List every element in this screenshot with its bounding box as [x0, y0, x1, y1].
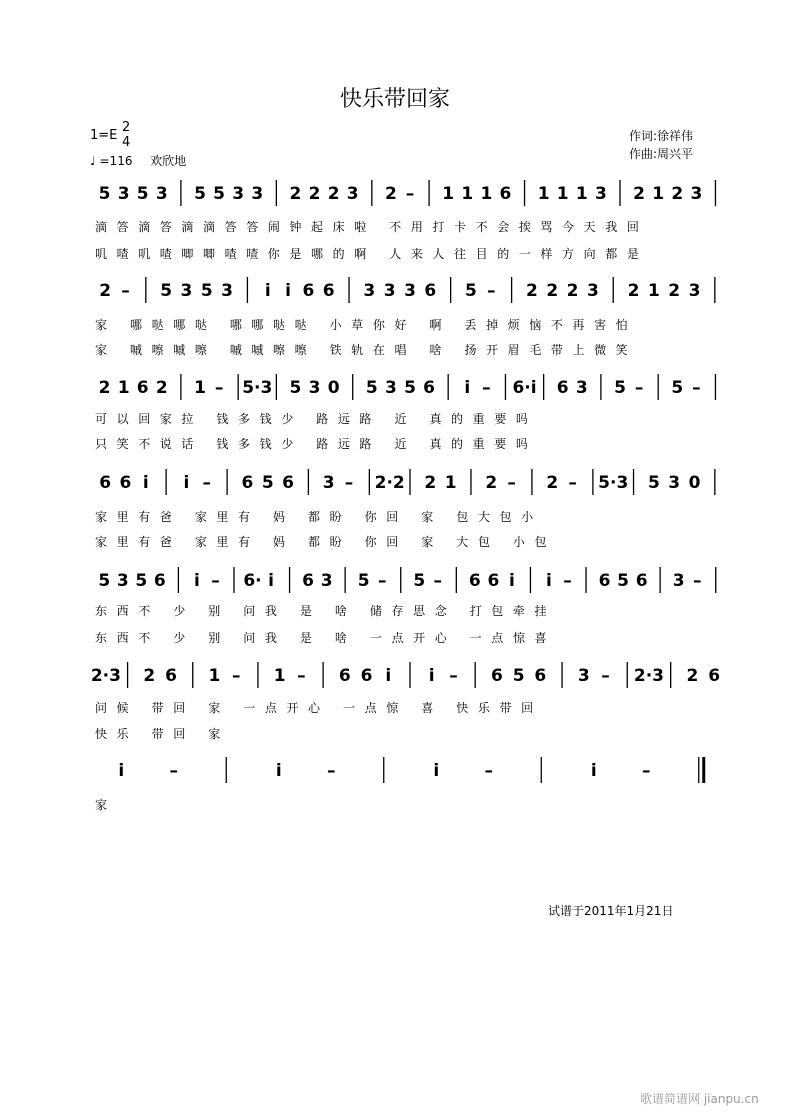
note: 3 — [586, 281, 599, 301]
note: 5 — [98, 571, 111, 591]
note: 5 — [614, 378, 626, 398]
lyric-line-5-verse-2: 东西不 少 别 问我 是 啥 一点开心 一点惊喜 — [95, 631, 557, 645]
note: 5 — [465, 281, 477, 301]
note: 3 — [320, 571, 333, 591]
note: 2·3 — [90, 666, 121, 686]
note: – — [405, 184, 415, 204]
lyric-line-1-verse-2: 叽喳叽喳唧唧喳喳你是哪的啊 人来人往目的一样方向都是 — [95, 247, 649, 261]
note: 3 — [383, 281, 396, 301]
note: 3 — [688, 281, 701, 301]
note: 2 — [289, 184, 302, 204]
note: i — [264, 281, 271, 301]
note: – — [377, 571, 387, 591]
note: 2 — [566, 281, 579, 301]
note: 1 — [117, 378, 130, 398]
note: 5 — [160, 281, 173, 301]
note: 3 — [155, 184, 168, 204]
lyric-line-5-verse-1: 东西不 少 别 问我 是 啥 储存思念 打包牵挂 — [95, 604, 557, 618]
note: – — [449, 666, 458, 686]
note: 3 — [594, 184, 607, 204]
note: 6· — [243, 571, 262, 591]
note: i — [546, 571, 552, 591]
note: 0 — [327, 378, 340, 398]
lyric-line-1-verse-1: 滴答滴答滴滴答答闹钟起床啦 不用打卡不会挨骂今天我回 — [95, 220, 649, 234]
note: i — [464, 378, 471, 398]
note: 6 — [708, 666, 721, 686]
note: 2 — [98, 378, 111, 398]
staff-row-3 — [95, 372, 735, 402]
note: 1 — [556, 184, 569, 204]
notation-row-2 — [95, 275, 735, 305]
note: 6 — [241, 473, 254, 493]
note: 6 — [153, 571, 166, 591]
note: 2·2 — [374, 473, 405, 493]
note: 3 — [577, 666, 590, 686]
note: 1 — [442, 184, 455, 204]
note: 3 — [404, 281, 416, 301]
lyric-line-2-verse-1: 家 哪哒哪哒 哪哪哒哒 小草你好 啊 丢掉烦恼不再害怕 — [95, 318, 638, 332]
note: 6 — [165, 666, 177, 686]
note: 5 — [135, 571, 148, 591]
note: 6 — [635, 571, 648, 591]
note: 6 — [119, 473, 132, 493]
note: 1 — [647, 281, 660, 301]
note: 0 — [688, 473, 701, 493]
note: 6 — [534, 666, 547, 686]
note: 6 — [99, 473, 112, 493]
note: 1 — [537, 184, 550, 204]
note: 5 — [213, 184, 226, 204]
note: 6 — [499, 184, 512, 204]
note: – — [487, 281, 496, 301]
lyric-line-4-verse-2: 家里有爸 家里有 妈 都盼 你回 家 大包 小包 — [95, 535, 557, 549]
note: 6 — [338, 666, 351, 686]
note: 5 — [194, 184, 206, 204]
note: 1 — [273, 666, 286, 686]
time-signature-top: 2 — [122, 120, 131, 135]
note: 5 — [200, 281, 213, 301]
note: 3 — [363, 281, 376, 301]
note: 1 — [444, 473, 457, 493]
note: 5 — [136, 184, 149, 204]
note: – — [121, 281, 130, 301]
note: 2 — [546, 473, 559, 493]
note: 2 — [627, 281, 640, 301]
lyric-line-6-verse-2: 快乐 带回 家 — [95, 727, 230, 741]
notation-row-4 — [95, 467, 735, 497]
note: – — [202, 473, 212, 493]
note: i — [433, 761, 440, 781]
note: 5 — [413, 571, 426, 591]
note: 2 — [485, 473, 498, 493]
staff-row-7 — [95, 755, 735, 785]
note: 6 — [423, 378, 436, 398]
note: 3 — [180, 281, 193, 301]
note: 3 — [116, 571, 129, 591]
note: – — [563, 571, 572, 591]
lyric-line-3-verse-2: 只笑不说话 钱多钱少 路远路 近 真的重要吗 — [95, 437, 538, 451]
note: 6 — [556, 378, 569, 398]
note: 5 — [365, 378, 378, 398]
notation-row-1 — [95, 178, 735, 208]
staff-row-2 — [95, 275, 735, 305]
lyric-line-4-verse-1: 家里有爸 家里有 妈 都盼 你回 家 包大包小 — [95, 510, 543, 524]
quarter-note-icon: ♩ — [90, 154, 96, 168]
time-signature — [122, 120, 130, 150]
note: 3 — [668, 473, 681, 493]
note: 5 — [357, 571, 370, 591]
note: 5 — [289, 378, 302, 398]
note: 6 — [598, 571, 611, 591]
note: – — [482, 378, 491, 398]
lyric-line-2-verse-2: 家 嘁嚓嘁嚓 嘁嘁嚓嚓 铁轨在唱 啥 扬开眉毛带上微笑 — [95, 343, 638, 357]
note: – — [568, 473, 577, 493]
note: – — [231, 666, 241, 686]
note: i — [193, 571, 200, 591]
note: – — [211, 571, 220, 591]
watermark: 歌谱简谱网 jianpu.cn — [640, 1092, 759, 1106]
note: 6 — [487, 571, 500, 591]
note: 5 — [261, 473, 274, 493]
note: 2 — [686, 666, 699, 686]
time-signature-bottom: 4 — [122, 135, 131, 150]
note: 6 — [468, 571, 481, 591]
note: i — [118, 761, 125, 781]
note: 6 — [136, 378, 149, 398]
note: – — [507, 473, 516, 493]
note: 6 — [282, 473, 294, 493]
lyricist-credit: 作词:徐祥伟 — [629, 129, 694, 143]
note: 2 — [155, 378, 168, 398]
note: i — [275, 761, 282, 781]
note: 5 — [647, 473, 660, 493]
note: i — [428, 666, 435, 686]
note: 3 — [672, 571, 685, 591]
note: 2 — [526, 281, 538, 301]
note: 2 — [546, 281, 559, 301]
note: – — [214, 378, 224, 398]
note: – — [327, 761, 336, 781]
note: 2 — [99, 281, 112, 301]
note: 2 — [424, 473, 437, 493]
staff-row-6 — [90, 660, 735, 690]
staff-row-5 — [95, 565, 735, 595]
note: – — [692, 378, 701, 398]
note: 3 — [575, 378, 588, 398]
note: 3 — [221, 281, 234, 301]
note: – — [634, 378, 644, 398]
note: 5·3 — [242, 378, 273, 398]
note: 5 — [512, 666, 525, 686]
note: 2 — [384, 184, 397, 204]
note: i — [590, 761, 597, 781]
note: – — [169, 761, 178, 781]
note: i — [385, 666, 392, 686]
note: i — [508, 571, 515, 591]
note: 2 — [668, 281, 681, 301]
note: – — [484, 761, 493, 781]
lyric-line-6-verse-1: 问候 带回 家 一点开心 一点惊 喜 快乐带回 — [95, 701, 543, 715]
note: – — [692, 571, 702, 591]
note: 6 — [490, 666, 503, 686]
note: 6·i — [512, 378, 537, 398]
note: 3 — [690, 184, 703, 204]
notation-row-3 — [95, 372, 735, 402]
key-signature: 1=E — [90, 128, 118, 143]
note: i — [183, 473, 190, 493]
note: 3 — [117, 184, 130, 204]
note: 6 — [360, 666, 373, 686]
note: – — [344, 473, 354, 493]
note: 5·3 — [598, 473, 629, 493]
note: 3 — [322, 473, 335, 493]
note: – — [433, 571, 443, 591]
song-title: 快乐带回家 — [339, 87, 450, 112]
note: 1 — [652, 184, 665, 204]
note: 1 — [575, 184, 588, 204]
staff-row-4 — [95, 467, 735, 497]
note: 3 — [251, 184, 264, 204]
note: i — [285, 281, 291, 301]
note: 2 — [633, 184, 646, 204]
note: 2·3 — [633, 666, 665, 686]
note: i — [142, 473, 149, 493]
note: 6 — [424, 281, 437, 301]
notation-row-5 — [95, 565, 735, 595]
note: 5 — [98, 184, 111, 204]
tempo-marking — [90, 152, 186, 169]
lyric-line-3-verse-1: 可以回家拉 钱多钱少 路远路 近 真的重要吗 — [95, 412, 538, 426]
tempo-value: =116 — [99, 154, 133, 168]
note: – — [642, 761, 651, 781]
note: 6 — [302, 281, 315, 301]
note: 3 — [232, 184, 245, 204]
note: i — [268, 571, 274, 591]
note: 3 — [346, 184, 359, 204]
note: – — [601, 666, 610, 686]
lyric-line-7-verse-1: 家 — [95, 798, 117, 812]
notation-row-7 — [95, 755, 735, 785]
note: 2 — [327, 184, 340, 204]
note: 6 — [322, 281, 335, 301]
note: 1 — [194, 378, 206, 398]
note: 1 — [461, 184, 474, 204]
note: 1 — [480, 184, 493, 204]
mood-marking: 欢欣地 — [150, 154, 187, 168]
note: 2 — [671, 184, 684, 204]
note: 5 — [671, 378, 684, 398]
composer-credit: 作曲:周兴平 — [629, 147, 694, 161]
notation-row-6 — [90, 660, 735, 690]
note: 5 — [404, 378, 416, 398]
staff-row-1 — [95, 178, 735, 208]
note: 1 — [208, 666, 221, 686]
note: 3 — [384, 378, 397, 398]
note: 2 — [308, 184, 321, 204]
transcription-date: 试谱于2011年1月21日 — [548, 904, 674, 918]
note: 5 — [617, 571, 630, 591]
note: 3 — [308, 378, 321, 398]
note: – — [297, 666, 306, 686]
note: 2 — [143, 666, 156, 686]
note: 6 — [302, 571, 315, 591]
